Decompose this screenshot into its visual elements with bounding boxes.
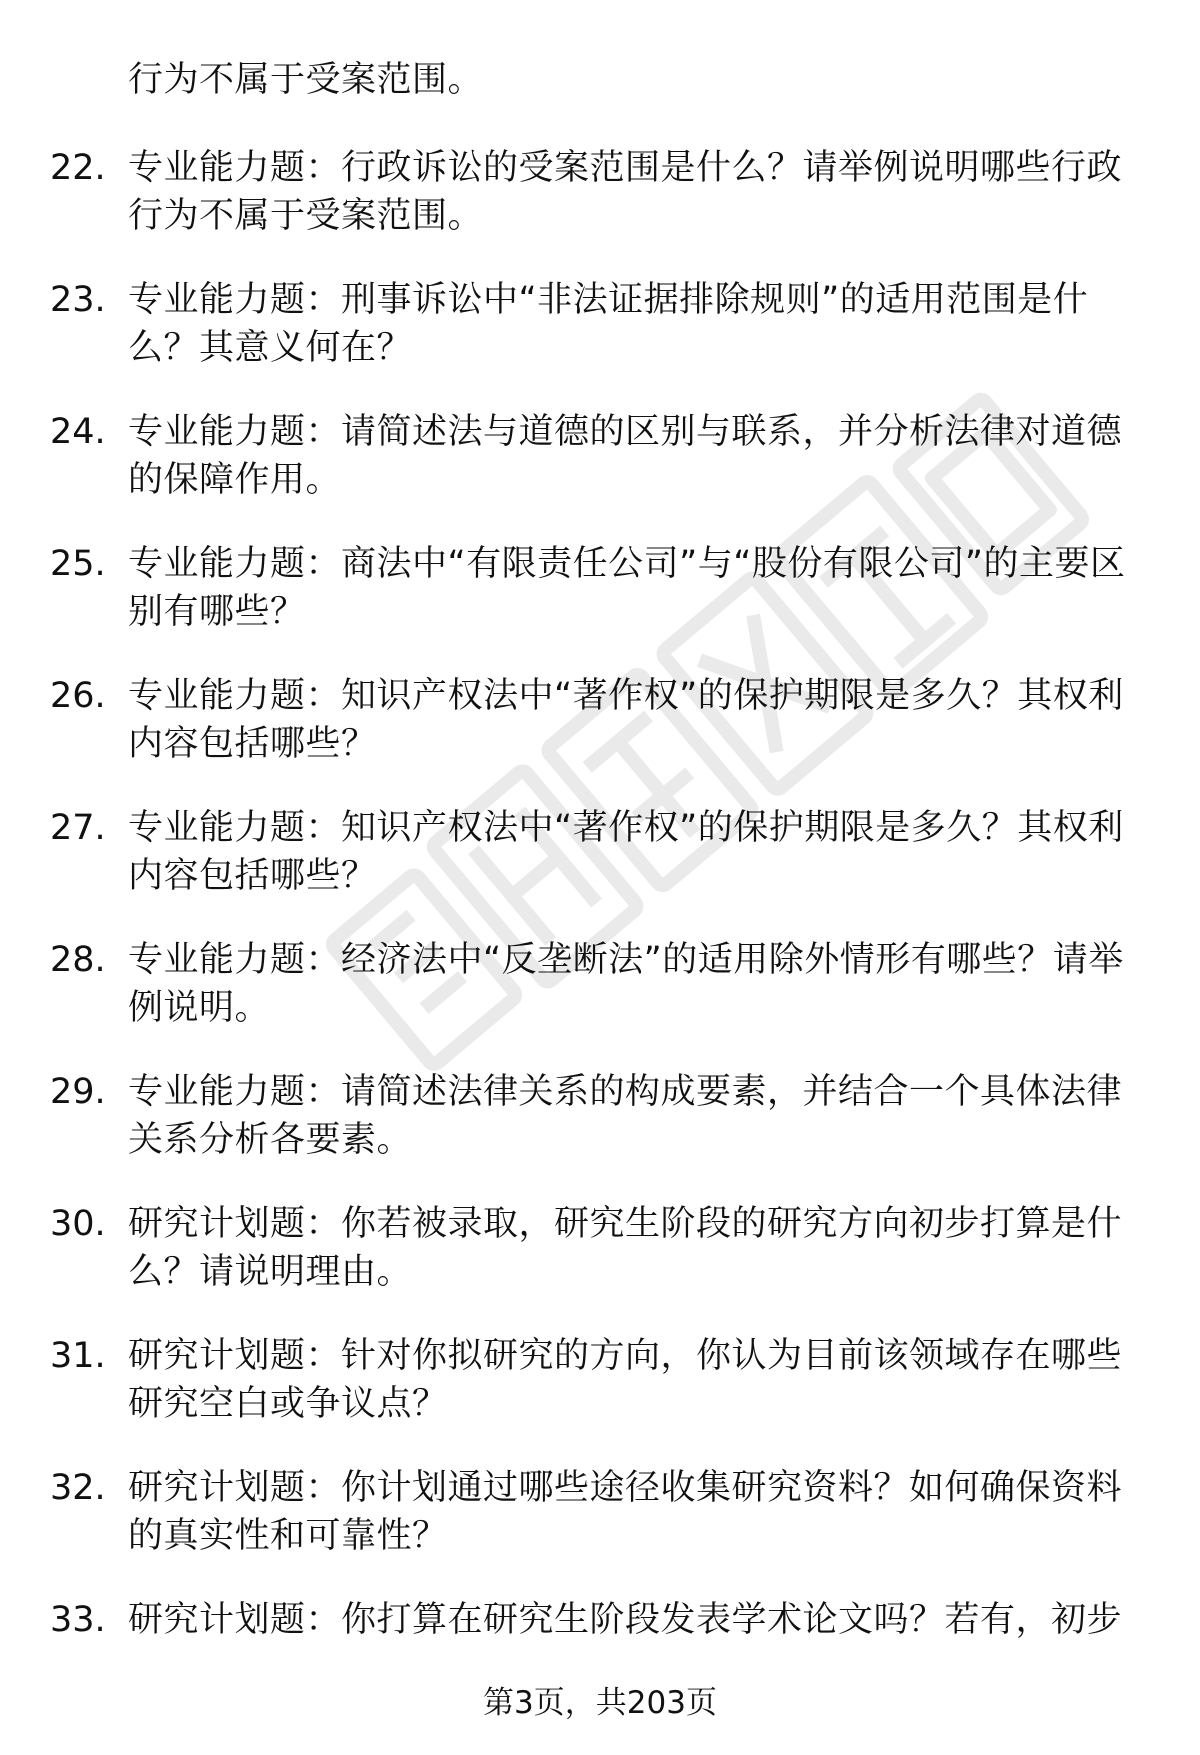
list-item [0, 672, 1200, 804]
list-item [0, 540, 1200, 672]
list-item [0, 276, 1200, 408]
question-text: 研究计划题：你打算在研究生阶段发表学术论文吗？若有，初步 [128, 1600, 1123, 1640]
list-item [0, 1068, 1200, 1200]
question-list [0, 144, 1200, 1728]
question-number: 26. [50, 676, 106, 716]
question-number: 22. [50, 148, 106, 188]
question-text: 研究计划题：你若被录取，研究生阶段的研究方向初步打算是什么？请说明理由。 [128, 1204, 1123, 1292]
question-text: 研究计划题：你计划通过哪些途径收集研究资料？如何确保资料的真实性和可靠性？ [128, 1468, 1123, 1556]
page-number-footer: 第3页，共203页 [483, 1685, 717, 1721]
question-number: 33. [50, 1600, 106, 1640]
question-number: 30. [50, 1204, 106, 1244]
question-number: 24. [50, 412, 106, 452]
question-text: 研究计划题：针对你拟研究的方向，你认为目前该领域存在哪些研究空白或争议点？ [128, 1336, 1123, 1424]
question-text: 专业能力题：行政诉讼的受案范围是什么？请举例说明哪些行政行为不属于受案范围。 [128, 148, 1123, 236]
question-text: 专业能力题：知识产权法中“著作权”的保护期限是多久？其权利内容包括哪些？ [128, 676, 1124, 764]
list-item [0, 936, 1200, 1068]
question-number: 31. [50, 1336, 106, 1376]
list-item [0, 1200, 1200, 1332]
list-item [0, 408, 1200, 540]
question-number: 23. [50, 280, 106, 320]
question-number: 27. [50, 808, 106, 848]
question-text: 专业能力题：请简述法与道德的区别与联系，并分析法律对道德的保障作用。 [128, 412, 1123, 500]
question-text: 专业能力题：知识产权法中“著作权”的保护期限是多久？其权利内容包括哪些？ [128, 808, 1124, 896]
question-text: 专业能力题：经济法中“反垄断法”的适用除外情形有哪些？请举例说明。 [128, 940, 1124, 1028]
question-text: 专业能力题：商法中“有限责任公司”与“股份有限公司”的主要区别有哪些？ [128, 544, 1126, 632]
question-number: 29. [50, 1072, 106, 1112]
list-item [0, 1332, 1200, 1464]
list-item [0, 144, 1200, 276]
continuation-text: 行为不属于受案范围。 [128, 60, 484, 100]
list-item [0, 804, 1200, 936]
question-text: 专业能力题：刑事诉讼中“非法证据排除规则”的适用范围是什么？其意义何在？ [128, 280, 1089, 368]
question-number: 25. [50, 544, 106, 584]
question-number: 32. [50, 1468, 106, 1508]
question-number: 28. [50, 940, 106, 980]
question-text: 专业能力题：请简述法律关系的构成要素，并结合一个具体法律关系分析各要素。 [128, 1072, 1123, 1160]
list-item [0, 1464, 1200, 1596]
